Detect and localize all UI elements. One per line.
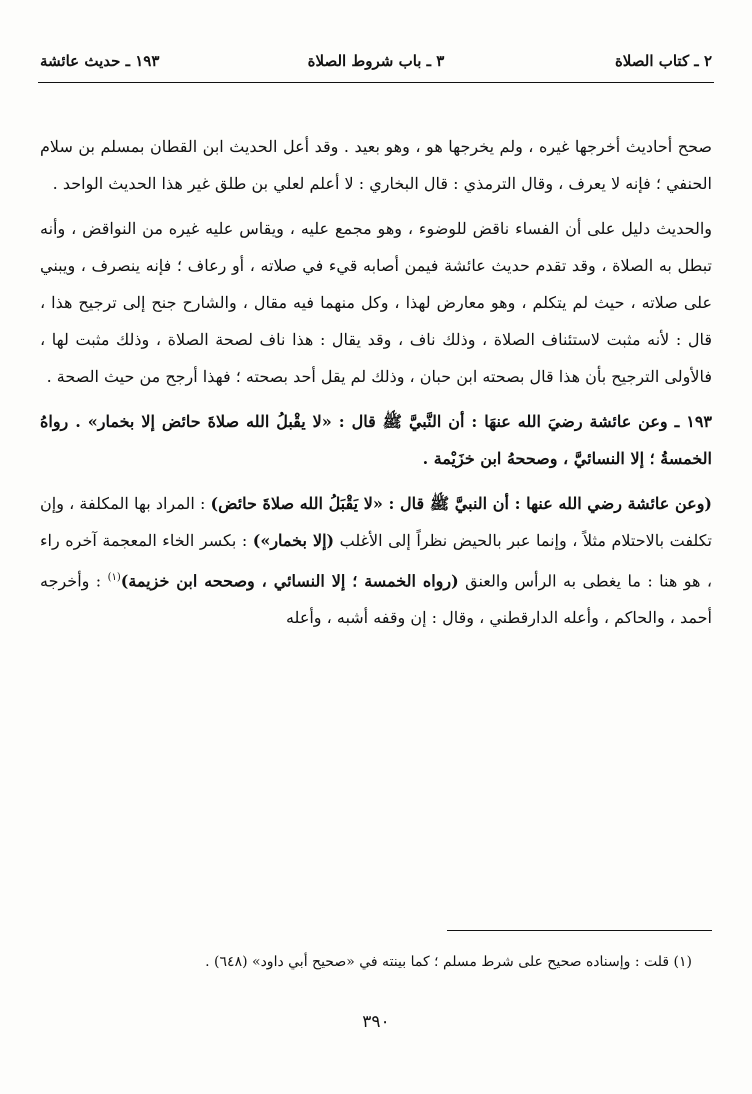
commentary-text-2: : بكسر الخاء المعجمة آخره راء ، هو هنا : ما يغطى به الرأس والعنق	[40, 531, 713, 591]
commentary-text-3: : وأخرجه أحمد ، والحاكم ، وأعله الدارقطني ، وقال : إن وقفه أشبه ، وأعله	[40, 571, 712, 628]
footnote-reference[interactable]: (١)	[107, 572, 121, 583]
commentary-quote-1: (وعن عائشة رضي الله عنها : أن النبيَّ ﷺ قال : «لا يَقْبَلُ الله صلاةَ حائض)	[210, 494, 712, 513]
footnote-divider	[447, 930, 712, 931]
paragraph-1: صحح أحاديث أخرجها غيره ، ولم يخرجها هو ، وهو بعيد . وقد أعل الحديث ابن القطان بمسلم بن سلام الحنفي ؛ فإنه لا يعرف ، وقال الترمذي : قال البخاري : لا أعلم لعلي بن طلق غير هذا الحديث الواحد .	[40, 137, 712, 193]
hadith-text: ١٩٣ ـ وعن عائشة رضيَ الله عنهَا : أن النَّبيَّ ﷺ قال : «لا يقْبلُ الله صلاةَ حائض إلا بخمار» . رواهُ الخمسةُ ؛ إلا النسائيَّ ، وصححهُ ابن خزَيْمة .	[40, 412, 712, 468]
main-text	[40, 128, 712, 636]
commentary-quote-2: (إلا بخمار»)	[252, 531, 335, 550]
header-book-title: ٢ ـ كتاب الصلاة	[614, 52, 712, 70]
page-number: ٣٩٠	[362, 1012, 390, 1032]
paragraph-2: والحديث دليل على أن الفساء ناقض للوضوء ، وهو مجمع عليه ، ويقاس عليه غيره من النواقض ، وأنه تبطل به الصلاة ، وقد تقدم حديث عائشة فيمن أصابه قيء في صلاته ، أو رعاف ؛ فإنه ينصرف ، ويبني على صلاته ، حيث لم يتكلم ، وهو معارض لهذا ، وكل منهما فيه مقال ، والشارح جنح إلى ترجيح هذا ، قال : لأنه مثبت لاستئناف الصلاة ، وذلك ناف ، وقد يقال : هذا ناف لصحة الصلاة ، وذلك مثبت لها ، فالأولى الترجيح بأن هذا قال بصحته ابن حبان ، وذلك لم يقل أحد بصحته ؛ فهذا أرجح من حيث الصحة .	[40, 219, 712, 386]
commentary-quote-3: (رواه الخمسة ؛ إلا النسائي ، وصححه ابن خزيمة)	[120, 571, 459, 591]
footnote: (١) قلت : وإسناده صحيح على شرط مسلم ؛ كما بينته في «صحيح أبي داود» (٦٤٨) .	[205, 954, 692, 970]
commentary-text-1: : المراد بها المكلفة ، وإن تكلفت بالاحتلام مثلاً ، وإنما عبر بالحيض نظراً إلى الأغلب	[40, 494, 712, 550]
running-header	[38, 42, 714, 83]
commentary-paragraph	[40, 485, 712, 636]
header-hadith-title: ١٩٣ ـ حديث عائشة	[40, 52, 160, 70]
header-chapter-title: ٣ ـ باب شروط الصلاة	[307, 52, 445, 70]
